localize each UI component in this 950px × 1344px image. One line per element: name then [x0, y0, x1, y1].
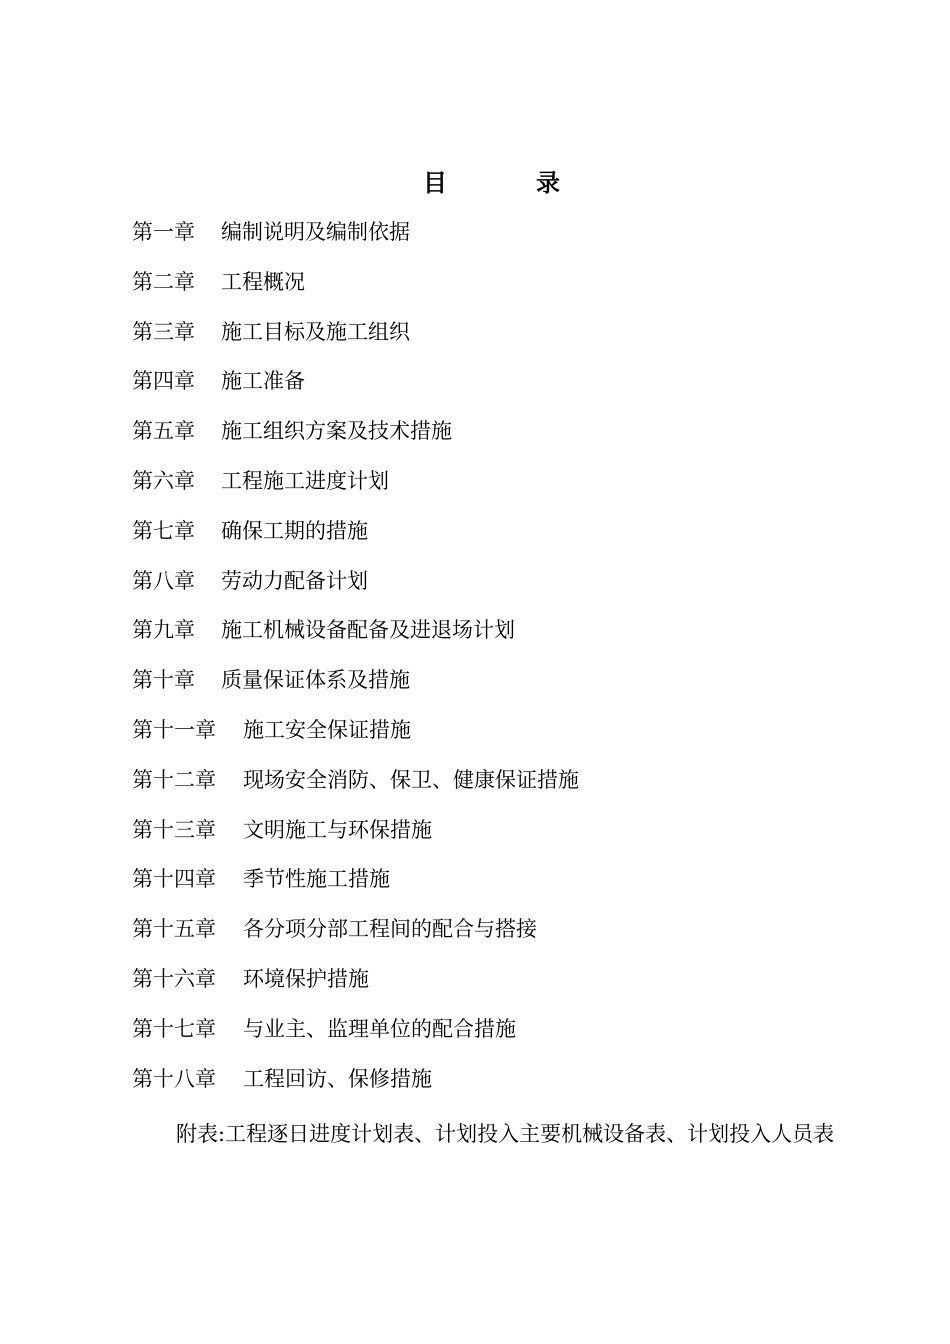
chapter-title: 工程概况 [221, 269, 305, 294]
chapter-title: 各分项分部工程间的配合与搭接 [243, 917, 537, 942]
toc-item-17 [132, 1011, 852, 1061]
chapter-number: 第三章 [132, 319, 195, 344]
toc-item-18 [132, 1061, 852, 1111]
toc-item-8 [132, 563, 852, 613]
toc-item-9 [132, 612, 852, 662]
toc-item-2 [132, 264, 852, 314]
chapter-number: 第四章 [132, 369, 195, 394]
chapter-title: 施工安全保证措施 [243, 717, 411, 742]
chapter-title: 确保工期的措施 [221, 518, 368, 543]
chapter-title: 现场安全消防、保卫、健康保证措施 [243, 767, 579, 792]
chapter-title: 文明施工与环保措施 [243, 817, 432, 842]
chapter-number: 第十八章 [132, 1066, 216, 1091]
toc-item-15 [132, 911, 852, 961]
chapter-number: 第五章 [132, 419, 195, 444]
chapter-title: 施工目标及施工组织 [221, 319, 410, 344]
chapter-number: 第二章 [132, 269, 195, 294]
toc-item-10 [132, 662, 852, 712]
chapter-number: 第十一章 [132, 717, 216, 742]
chapter-number: 第十章 [132, 668, 195, 693]
chapter-number: 第一章 [132, 220, 195, 244]
chapter-title: 劳动力配备计划 [221, 568, 368, 593]
chapter-title: 工程回访、保修措施 [243, 1066, 432, 1091]
chapter-number: 第十五章 [132, 917, 216, 942]
chapter-title: 与业主、监理单位的配合措施 [243, 1016, 516, 1041]
toc-item-3 [132, 314, 852, 364]
chapter-title: 季节性施工措施 [243, 867, 390, 892]
chapter-number: 第六章 [132, 468, 195, 493]
chapter-number: 第十三章 [132, 817, 216, 842]
chapter-title: 施工组织方案及技术措施 [221, 419, 452, 444]
chapter-title: 施工机械设备配备及进退场计划 [221, 618, 515, 643]
toc-item-7 [132, 513, 852, 563]
chapter-number: 第十二章 [132, 767, 216, 792]
appendix-note: 附表:工程逐日进度计划表、计划投入主要机械设备表、计划投入人员表 [176, 1122, 835, 1146]
toc-item-5 [132, 413, 852, 463]
title-char-left: 目 [423, 168, 447, 197]
toc-item-1 [132, 214, 852, 264]
chapter-number: 第七章 [132, 518, 195, 543]
page-title [0, 166, 950, 200]
chapter-number: 第十四章 [132, 867, 216, 892]
toc-item-4 [132, 363, 852, 413]
toc-item-12 [132, 762, 852, 812]
chapter-title: 施工准备 [221, 369, 305, 394]
chapter-title: 质量保证体系及措施 [221, 668, 410, 693]
toc-item-6 [132, 463, 852, 513]
chapter-title: 编制说明及编制依据 [221, 220, 410, 244]
chapter-number: 第九章 [132, 618, 195, 643]
toc-item-13 [132, 812, 852, 862]
chapter-number: 第八章 [132, 568, 195, 593]
chapter-title: 环境保护措施 [243, 966, 369, 991]
title-char-right: 录 [536, 168, 560, 197]
chapter-number: 第十七章 [132, 1016, 216, 1041]
chapter-number: 第十六章 [132, 966, 216, 991]
toc-item-14 [132, 861, 852, 911]
toc-item-11 [132, 712, 852, 762]
chapter-title: 工程施工进度计划 [221, 468, 389, 493]
toc-item-16 [132, 961, 852, 1011]
table-of-contents [132, 214, 852, 1110]
